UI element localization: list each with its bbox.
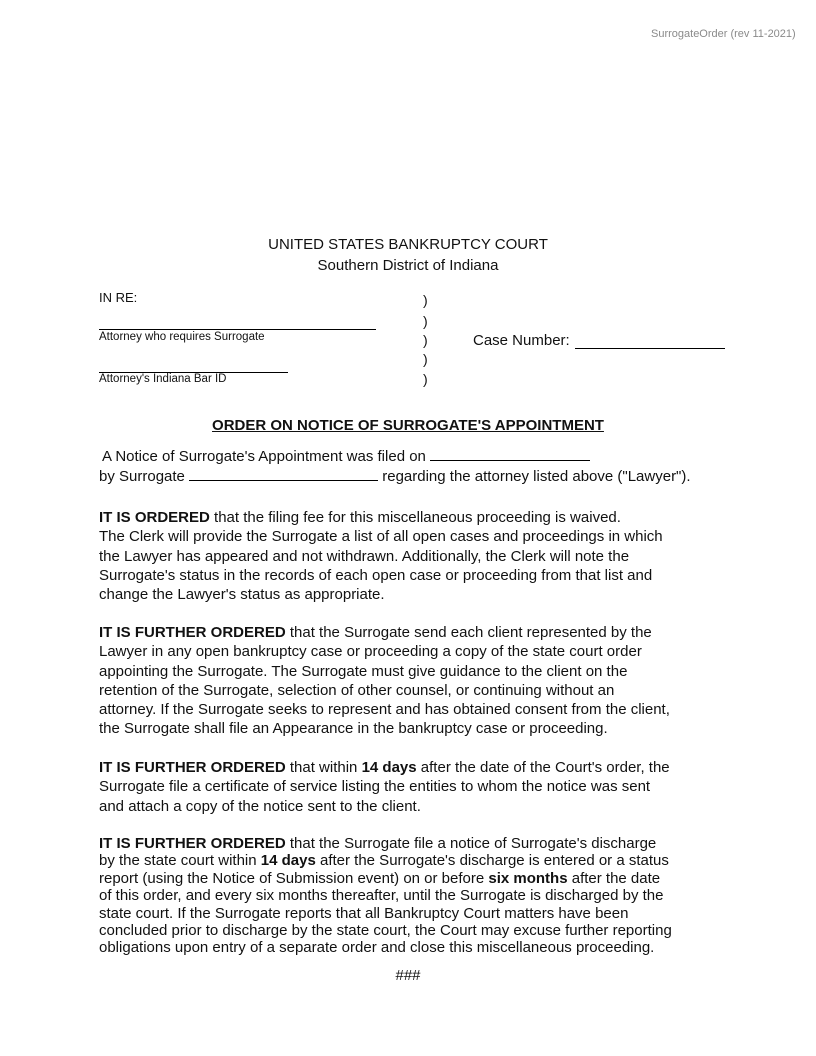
caption-paren: ) [423, 351, 428, 367]
para1-line: change the Lawyer's status as appropriate. [99, 586, 385, 604]
intro-line-1: A Notice of Surrogate's Appointment was filed on [102, 448, 426, 465]
para3-line: Surrogate file a certificate of service listing the entities to whom the notice was sent [99, 778, 651, 796]
para1-line: Surrogate's status in the records of each open case or proceeding from that list and [99, 566, 653, 584]
caption-paren: ) [423, 371, 428, 387]
para4-l3-pre: report (using the Notice of Submission event) on or before [99, 869, 485, 887]
paragraph-further-ordered-2 [99, 758, 724, 816]
attorney-name-line[interactable] [99, 329, 376, 330]
para1-line: the Lawyer has appeared and not withdrawn. Additionally, the Clerk will note the [99, 547, 630, 565]
para4-line: concluded prior to discharge by the state court, the Court may excuse further reporting [99, 922, 672, 940]
court-name: UNITED STATES BANKRUPTCY COURT [268, 236, 548, 253]
case-number-field[interactable] [575, 334, 725, 349]
attorney-label: Attorney who requires Surrogate [99, 331, 265, 343]
order-title: ORDER ON NOTICE OF SURROGATE'S APPOINTMENT [212, 417, 604, 434]
para4-line: obligations upon entry of a separate order and close this miscellaneous proceeding. [99, 939, 655, 957]
para2-line: the Surrogate shall file an Appearance in the bankruptcy case or proceeding. [99, 720, 608, 738]
intro-line-2-post: regarding the attorney listed above ("Lawyer"). [382, 468, 691, 486]
caption-paren: ) [423, 332, 428, 348]
para1-line: The Clerk will provide the Surrogate a list of all open cases and proceedings in which [99, 528, 663, 546]
paragraph-further-ordered-3 [99, 835, 724, 957]
para3-pre: that within [289, 759, 358, 776]
para4-first: that the Surrogate file a notice of Surrogate's discharge [289, 835, 657, 852]
paragraph-further-ordered-1 [99, 623, 724, 739]
para1-lead: IT IS ORDERED [99, 509, 210, 526]
para4-l2-days: 14 days [260, 852, 316, 870]
para3-days: 14 days [361, 759, 417, 776]
para4-l3-bold: six months [488, 869, 568, 887]
caption-paren: ) [423, 313, 428, 329]
para1-text: that the filing fee for this miscellaneous proceeding is waived. [214, 509, 621, 526]
case-number-label: Case Number: [473, 332, 570, 349]
case-number [473, 332, 725, 349]
revision-label: SurrogateOrder (rev 11-2021) [651, 28, 796, 40]
para2-line: Lawyer in any open bankruptcy case or proceeding a copy of the state court order [99, 643, 642, 661]
court-district: Southern District of Indiana [317, 257, 499, 274]
para2-line: retention of the Surrogate, selection of other counsel, or continuing without an [99, 681, 615, 699]
para2-lead: IT IS FURTHER ORDERED [99, 624, 286, 641]
para3-lead: IT IS FURTHER ORDERED [99, 759, 286, 776]
intro [99, 446, 724, 487]
end-mark: ### [395, 967, 421, 984]
para4-line: state court. If the Surrogate reports that all Bankruptcy Court matters have been [99, 904, 629, 922]
para3-post: after the date of the Court's order, the [420, 759, 670, 776]
para4-line: of this order, and every six months thereafter, until the Surrogate is discharged by the [99, 887, 664, 905]
filed-date-field[interactable] [430, 446, 590, 461]
para2-line: attorney. If the Surrogate seeks to represent and has obtained consent from the client, [99, 701, 670, 719]
surrogate-name-field[interactable] [189, 466, 378, 481]
para4-l2-pre: by the state court within [99, 852, 257, 870]
para4-l3-post: after the date [571, 869, 661, 887]
caption-paren: ) [423, 292, 428, 308]
in-re-label: IN RE: [99, 290, 138, 305]
paragraph-ordered [99, 508, 724, 604]
para2-first: that the Surrogate send each client represented by the [289, 624, 652, 641]
para4-lead: IT IS FURTHER ORDERED [99, 835, 286, 852]
bar-id-label: Attorney's Indiana Bar ID [99, 373, 227, 385]
para3-line: and attach a copy of the notice sent to the client. [99, 797, 421, 815]
intro-line-2-pre: by Surrogate [99, 468, 185, 486]
para2-line: appointing the Surrogate. The Surrogate must give guidance to the client on the [99, 662, 628, 680]
para4-l2-post: after the Surrogate's discharge is entered or a status [319, 852, 669, 870]
